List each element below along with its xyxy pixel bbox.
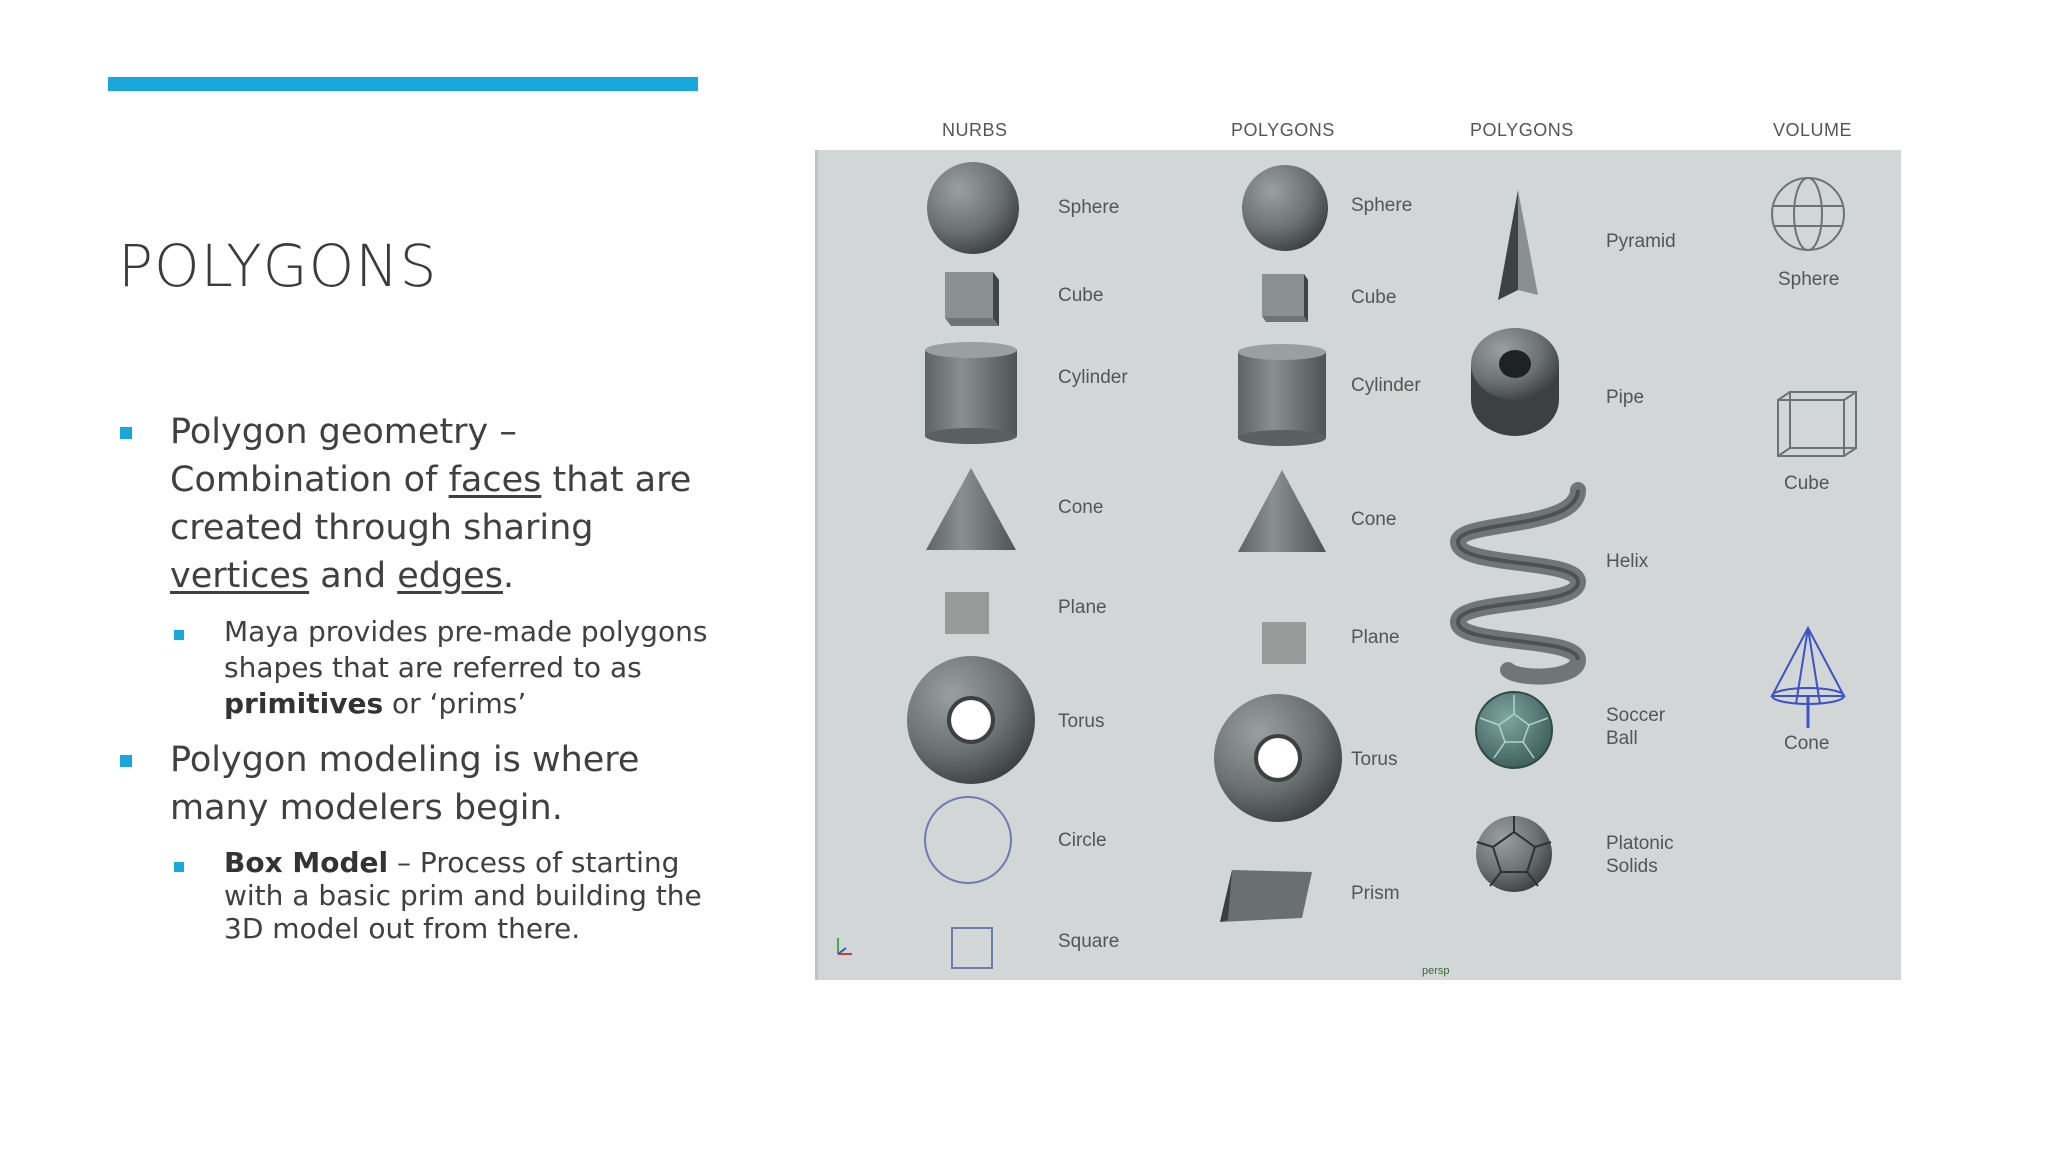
poly-cylinder-shape [1238, 344, 1326, 446]
volume-label-cube: Cube [1784, 473, 1830, 494]
volume-sphere-shape [1772, 178, 1844, 250]
nurbs-label-cube: Cube [1058, 285, 1104, 306]
bullet-square-icon [120, 755, 132, 767]
poly-label-plane: Plane [1351, 627, 1400, 648]
poly-label-torus: Torus [1351, 749, 1398, 770]
volume-label-cone: Cone [1784, 733, 1830, 754]
poly2-label-helix: Helix [1606, 551, 1649, 572]
header-nurbs: NURBS [942, 120, 1008, 140]
poly-cone-shape [1238, 470, 1326, 552]
axis-gizmo-icon [838, 938, 852, 954]
sub-bullet-primitives: Maya provides pre-made polygons shapes that are referred to as primitives or ‘prims’ [118, 614, 718, 722]
nurbs-label-torus: Torus [1058, 711, 1105, 732]
sub-bullet-box-model: Box Model – Process of starting with a basic prim and building the 3D model out from there. [118, 846, 718, 945]
poly-label-cube: Cube [1351, 287, 1397, 308]
pyramid-shape [1498, 190, 1538, 300]
platonic-solid-shape [1476, 816, 1552, 892]
box-model-term: Box Model [224, 846, 389, 879]
slide-title: POLYGONS [118, 232, 438, 300]
poly2-label-pyramid: Pyramid [1606, 231, 1676, 252]
nurbs-cone-shape [926, 468, 1016, 550]
nurbs-label-circle: Circle [1058, 830, 1107, 851]
bullet-polygon-geometry: Polygon geometry – Combination of faces that are created through sharing vertices and edges. [118, 408, 718, 600]
edges-term: edges [397, 556, 503, 596]
poly-plane-shape [1262, 622, 1306, 664]
nurbs-label-plane: Plane [1058, 597, 1107, 618]
viewport-panel [815, 150, 1901, 980]
poly2-label-soccer-ball: Soccer Ball [1606, 705, 1666, 749]
nurbs-square-shape [952, 928, 992, 968]
nurbs-circle-shape [925, 797, 1011, 883]
bullet-list [118, 408, 718, 959]
nurbs-cylinder-shape [925, 342, 1017, 444]
volume-cube-shape [1778, 392, 1856, 456]
volume-label-sphere: Sphere [1778, 269, 1840, 290]
poly-prism-shape [1220, 870, 1312, 922]
poly-torus-shape [1214, 694, 1342, 822]
bullet-square-icon [174, 862, 184, 872]
faces-term: faces [448, 460, 542, 500]
bullet-square-icon [174, 630, 184, 640]
header-polygons: POLYGONS [1231, 120, 1335, 140]
bullet-polygon-modeling: Polygon modeling is where many modelers begin. [118, 736, 718, 832]
poly-label-prism: Prism [1351, 883, 1400, 904]
primitives-term: primitives [224, 687, 384, 720]
poly2-label-platonic-solids: Platonic Solids [1606, 833, 1674, 877]
nurbs-torus-shape [907, 656, 1035, 784]
vertices-term: vertices [170, 556, 310, 596]
poly-label-cylinder: Cylinder [1351, 375, 1421, 396]
primitives-figure [815, 112, 1898, 982]
header-volume: VOLUME [1773, 120, 1853, 140]
poly-label-cone: Cone [1351, 509, 1397, 530]
nurbs-label-sphere: Sphere [1058, 197, 1120, 218]
volume-cone-shape [1772, 628, 1844, 728]
primitive-shapes [818, 150, 1898, 980]
poly-cube-shape [1262, 274, 1308, 322]
nurbs-label-cone: Cone [1058, 497, 1104, 518]
poly2-label-pipe: Pipe [1606, 387, 1645, 408]
nurbs-label-square: Square [1058, 931, 1120, 952]
soccer-ball-shape [1476, 692, 1552, 768]
bullet-square-icon [120, 427, 132, 439]
viewport-label: persp [1422, 965, 1450, 977]
poly-label-sphere: Sphere [1351, 195, 1413, 216]
accent-bar [108, 77, 698, 91]
nurbs-sphere-shape [927, 162, 1019, 254]
poly-sphere-shape [1242, 165, 1328, 251]
nurbs-plane-shape [945, 592, 989, 634]
nurbs-cube-shape [945, 272, 999, 326]
header-polygons-2: POLYGONS [1470, 120, 1574, 140]
nurbs-label-cylinder: Cylinder [1058, 367, 1128, 388]
pipe-shape [1471, 328, 1559, 436]
